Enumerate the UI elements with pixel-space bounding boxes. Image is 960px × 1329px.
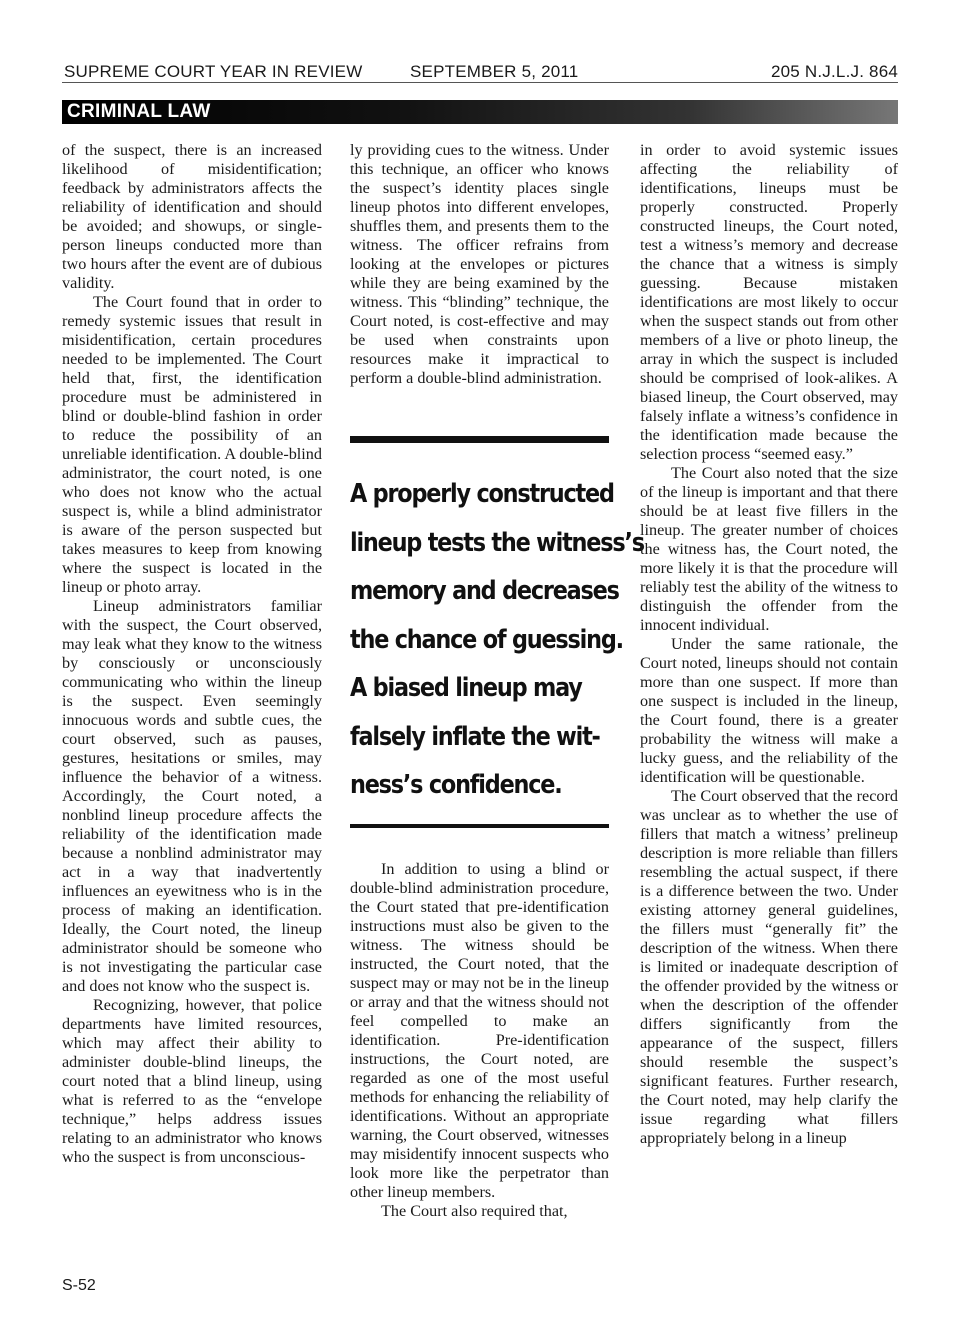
paragraph: of the suspect, there is an increased likelihood of misidentification; feedback by administrators affects the reliability of identification and should be avoided; and showups, or single-person lineups conducted more than two hours after the event are of dubious validity.: [62, 141, 322, 292]
section-label: CRIMINAL LAW: [67, 101, 211, 122]
paragraph: Lineup administrators familiar with the suspect, the Court observed, may leak what they know to the witness by consciously or unconsciously communicating who within the lineup is the suspect. Even seemingly innocuous words and subtle cues, the court observed, such as pauses, gestures, hesitations or smiles, may influence the behavior of a witness. Accordingly, the Court noted, a nonblind lineup procedure affects the reliability of the identification made because a nonblind administrator may act in a way that inadvertently influences an eyewitness who is in the process of making an identification. Ideally, the Court noted, the lineup administrator should be someone who is not investigating the particular case and does not know who the suspect is.: [62, 597, 322, 995]
paragraph: in order to avoid systemic issues affecting the reliability of identifications, lineups must be properly constructed. Properly constructed lineups, the Court noted, test a witness’s memory and decrease the chance that a witness is simply guessing. Because mistaken identifications are most likely to occur when the suspect stands out from other members of a live or photo lineup, the array in which the suspect is included should be comprised of look-alikes. A biased lineup, the Court observed, may falsely inflate a witness’s confidence in the identification made because the selection process “seemed easy.”: [640, 141, 898, 463]
column-2: [350, 141, 609, 388]
column-1: [62, 141, 322, 1167]
running-header: [62, 58, 898, 84]
pullquote-rule-top: [350, 436, 609, 443]
section-banner: [62, 100, 898, 124]
pullquote-rule-bottom: [350, 824, 609, 828]
pullquote-line: A properly constructed: [350, 479, 614, 509]
pullquote-line: memory and decreases: [350, 576, 619, 606]
pullquote-line: A biased lineup may: [350, 673, 582, 703]
publication-section-title: SUPREME COURT YEAR IN REVIEW: [64, 62, 363, 81]
page-number: S-52: [62, 1277, 96, 1294]
pullquote: [350, 470, 644, 810]
paragraph: In addition to using a blind or double-blind administration procedure, the Court stated that pre-identification instructions must also be given to the witness. The witness should be instructed, the Court noted, that the suspect may or may not be in the lineup or array and that the witness should not feel compelled to make an identification. Pre-identification instructions, the Court noted, are regarded as one of the most useful methods for enhancing the reliability of identifications. Without an appropriate warning, the Court observed, witnesses may misidentify innocent suspects who look more like the perpetrator than other lineup members.: [350, 860, 609, 1201]
pullquote-line: lineup tests the witness’s: [350, 527, 644, 558]
paragraph: The Court found that in order to remedy systemic issues that result in misidentification, certain procedures needed to be implemented. The Court held that, first, the identification procedure must be administered in blind or double-blind fashion in order to reduce the possibility of an unreliable identification. A double-blind administrator, the court noted, is one who does not know who the actual suspect is, while a blind administrator is aware of the person suspected but takes measures to keep from knowing where the suspect is located in the lineup or photo array.: [62, 293, 322, 596]
paragraph: ly providing cues to the witness. Under this technique, an officer who knows the suspect’s identity places single lineup photos into different envelopes, shuffles them, and presents them to the witness. The officer refrains from looking at the envelopes or pictures while they are being examined by the witness. This “blinding” technique, the Court noted, is cost-effective and may be used when constraints upon resources make it impractical to perform a double-blind administration.: [350, 141, 609, 387]
paragraph: The Court observed that the record was unclear as to whether the use of fillers that match a witness’ prelineup description is more reliable than fillers resembling the actual suspect, if there is a difference between the two. Under existing attorney general guidelines, the fillers must “generally fit” the description of the witness. When there is limited or inadequate description of the offender provided by the witness or when the description of the offender differs significantly from the appearance of the suspect, fillers should resemble the suspect’s significant features. Further research, the Court noted, may help clarify the issue regarding what fillers appropriately belong in a lineup: [640, 787, 898, 1147]
pullquote-line: ness’s confidence.: [350, 770, 562, 800]
paragraph: Recognizing, however, that police departments have limited resources, which may affect their ability to administer double-blind lineups, the court noted that a blind lineup, using what is referred to as the “envelope technique,” helps address issues relating to an administrator who knows who the suspect is from unconscious-: [62, 996, 322, 1166]
column-2-continued: [350, 860, 609, 1221]
pullquote-line: falsely inflate the wit-: [350, 721, 600, 752]
paragraph: The Court also required that,: [381, 1202, 568, 1220]
paragraph: Under the same rationale, the Court noted, lineups should not contain more than one suspect. If more than one suspect is included in the lineup, the Court found, there is a greater probability the witness will make a lucky guess, and the reliability of the identification will be questionable.: [640, 635, 898, 786]
pullquote-line: the chance of guessing.: [350, 624, 623, 655]
header-rule: [62, 82, 898, 83]
issue-date: SEPTEMBER 5, 2011: [410, 62, 579, 81]
paragraph: The Court also noted that the size of the lineup is important and that there should be at least five fillers in the lineup. The greater number of choices the witness has, the Court noted, the more likely it is that the procedure will reliably test the ability of the witness to distinguish the offender from the innocent individual.: [640, 464, 898, 634]
column-3: [640, 141, 898, 1148]
citation: 205 N.J.L.J. 864: [771, 62, 898, 81]
